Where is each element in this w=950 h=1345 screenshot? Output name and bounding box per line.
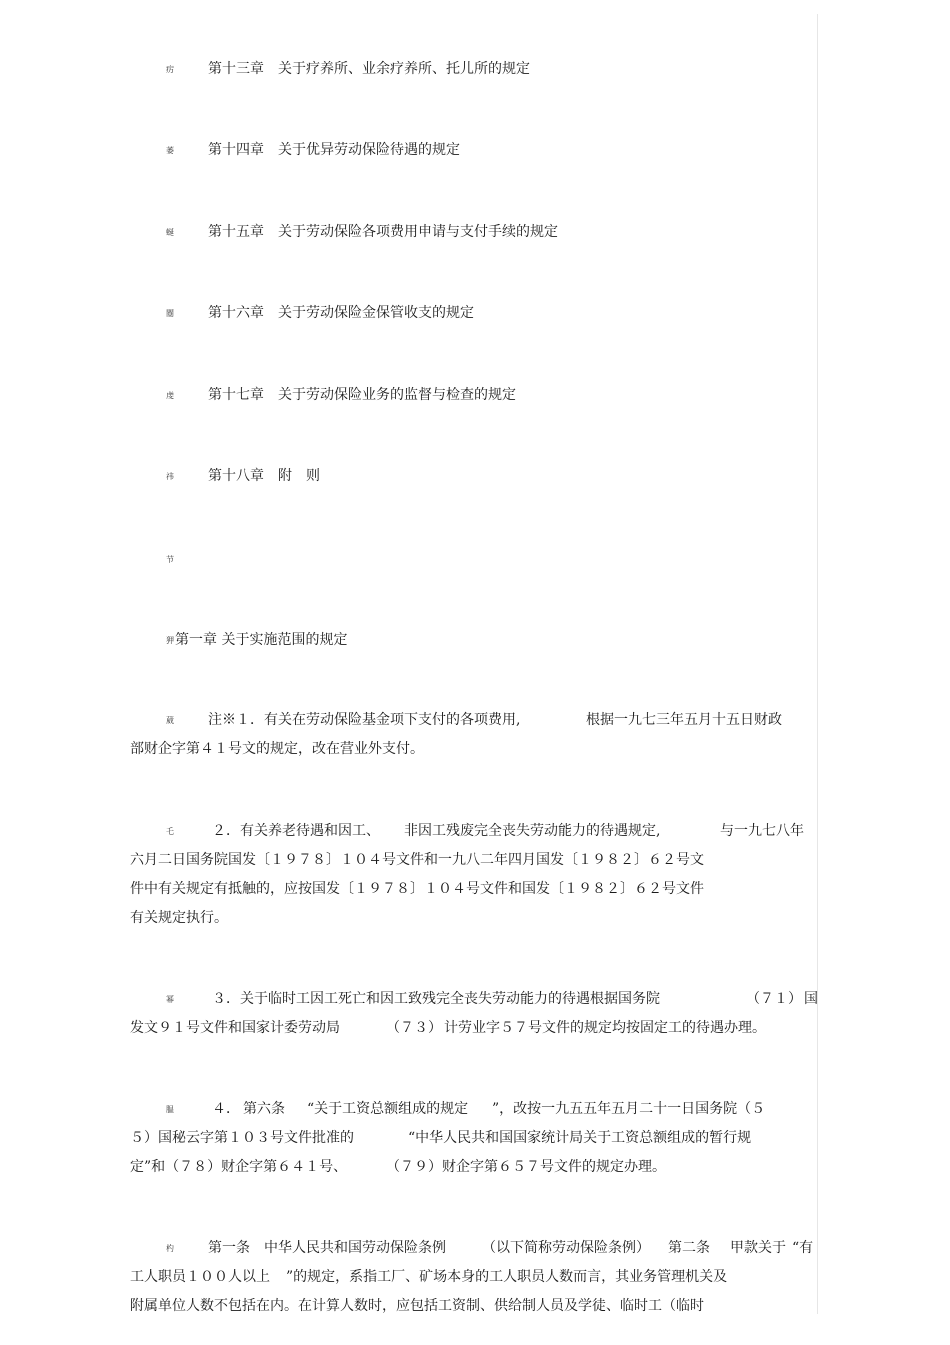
margin-marker: 萎 (166, 146, 174, 155)
paragraph-line: “有 (792, 1240, 814, 1256)
paragraph-line: 第一条 中华人民共和国劳动保险条例 (208, 1240, 446, 1256)
paragraph-line: 国 (804, 991, 818, 1007)
paragraph-line: ２．有关养老待遇和因工、 (212, 823, 380, 839)
paragraph-line: 部财企字第４１号文的规定，改在营业外支付。 (130, 741, 424, 757)
paragraph-line: 根据一九七三年五月十五日财政 (586, 712, 782, 728)
margin-marker: 腽 (166, 1105, 174, 1114)
margin-marker: 幂 (166, 995, 174, 1004)
margin-marker: 疠 (166, 65, 174, 74)
paragraph-line: 附属单位人数不包括在内。在计算人数时，应包括工资制、供给制人员及学徒、临时工（临时 (130, 1298, 704, 1314)
paragraph-line: （７３） (386, 1020, 442, 1036)
page-edge (817, 14, 818, 1314)
paragraph-line: ”的规定，系指工厂、矿场本身的工人职员人数而言，其业务管理机关及 (286, 1269, 728, 1285)
toc-entry-text: 第十五章 关于劳动保险各项费用申请与支付手续的规定 (208, 224, 558, 240)
paragraph-line: 发文９１号文件和国家计委劳动局 (130, 1020, 340, 1036)
paragraph-line: ”，改按一九五五年五月二十一日国务院（５ (492, 1101, 766, 1117)
toc-entry-text: 第十三章 关于疗养所、业余疗养所、托儿所的规定 (208, 61, 530, 77)
paragraph-line: 甲款关于 (730, 1240, 786, 1256)
paragraph-line: 非因工残废完全丧失劳动能力的待遇规定, (404, 823, 661, 839)
paragraph-line: 注※１．有关在劳动保险基金项下支付的各项费用, (208, 712, 521, 728)
chapter-title: 第一章 关于实施范围的规定 (175, 632, 348, 648)
toc-entry-text: 第十六章 关于劳动保险金保管收支的规定 (208, 305, 474, 321)
paragraph-line: ３．关于临时工因工死亡和因工致残完全丧失劳动能力的待遇根据国务院 (212, 991, 660, 1007)
margin-marker: 节 (166, 555, 174, 564)
paragraph-line: 件中有关规定有抵触的，应按国发〔１９７８〕１０４号文件和国发〔１９８２〕６２号文件 (130, 881, 704, 897)
paragraph-line: 第二条 (668, 1240, 710, 1256)
margin-marker: 葳 (166, 716, 174, 725)
paragraph-line: 有关规定执行。 (130, 910, 228, 926)
paragraph-line: 第六条 (243, 1101, 285, 1117)
margin-marker: 蜒 (166, 228, 174, 237)
paragraph-line: （７９）财企字第６５７号文件的规定办理。 (386, 1159, 666, 1175)
paragraph-line: （７１） (746, 991, 802, 1007)
paragraph-line: “中华人民共和国国家统计局关于工资总额组成的暂行规 (408, 1130, 752, 1146)
paragraph-line: ４． (212, 1101, 240, 1117)
toc-entry-text: 第十八章 附 则 (208, 468, 320, 484)
margin-marker: 乇 (166, 827, 174, 836)
paragraph-line: “关于工资总额组成的规定 (307, 1101, 469, 1117)
paragraph-line: （以下简称劳动保险条例） (482, 1240, 650, 1256)
toc-entry-text: 第十四章 关于优异劳动保险待遇的规定 (208, 142, 460, 158)
margin-marker: 虔 (166, 391, 174, 400)
paragraph-line: 工人职员１００人以上 (130, 1269, 270, 1285)
paragraph-line: ５）国秘云字第１０３号文件批准的 (130, 1130, 354, 1146)
margin-marker: 狎 (166, 636, 174, 645)
paragraph-line: 定”和（７８）财企字第６４１号、 (130, 1159, 348, 1175)
margin-marker: 杓 (166, 1244, 174, 1253)
paragraph-line: 计劳业字５７号文件的规定均按固定工的待遇办理。 (444, 1020, 766, 1036)
toc-entry-text: 第十七章 关于劳动保险业务的监督与检查的规定 (208, 387, 516, 403)
margin-marker: 闓 (166, 309, 174, 318)
paragraph-line: 与一九七八年 (720, 823, 804, 839)
paragraph-line: 六月二日国务院国发〔１９７８〕１０４号文件和一九八二年四月国发〔１９８２〕６２号文 (130, 852, 704, 868)
margin-marker: 祎 (166, 472, 174, 481)
